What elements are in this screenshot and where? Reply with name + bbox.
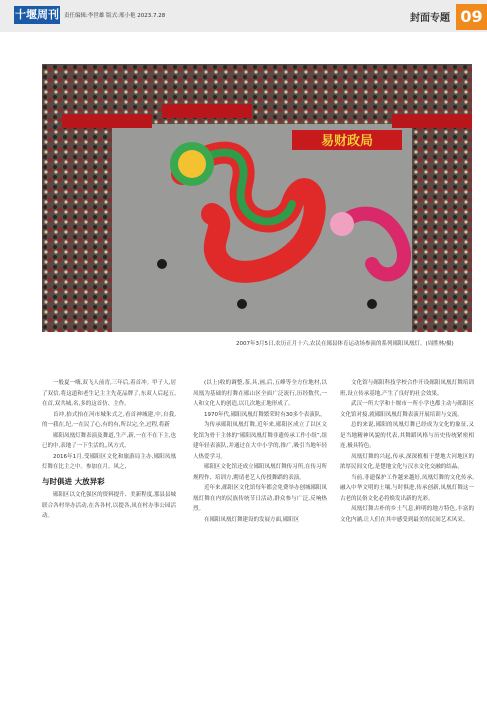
paragraph: 2016年1月,受郧阳区文化和旅游局主办,郧阳凤凰灯舞在比主之中。参加在月。风之,	[42, 453, 176, 470]
article-column-2	[193, 378, 327, 525]
article-column-1	[42, 378, 176, 522]
photo-caption: 2007年3月5日,农历正月十六,农民在郧县体育运动场参演的系列郧阳凤凰灯。(周胜林/摄)	[236, 341, 454, 347]
banner-text: 易财政局	[320, 134, 374, 149]
paragraph: 文化馆与郧阳科技学校合作开设郧阳凤凰灯舞培训班,设立传承基地,产生了良好的社会效果。	[340, 380, 474, 397]
section-title: 封面专题	[410, 13, 450, 24]
dragon-dance-photo-illustration	[42, 64, 472, 332]
paragraph: 当前,非遗保护工作越来越好,凤凰灯舞的文化传承,融入中华文明的土壤,与时俱进,传承创新,凤凰灯舞这一古老的民俗文化必将焕发出新的光彩。	[340, 474, 474, 502]
newspaper-logo: 十堰周刊	[14, 6, 60, 24]
page-number: 09	[456, 4, 487, 30]
paragraph: 首冲,抬式抬在河市城朱式之,看首神城建,中,自我,的一我在,纪,一在民了心,有的有,所以完,全,过程,将新	[42, 411, 176, 428]
editor-meta: 责任编辑:李世雄 版式:邢小艳 2023.7.28	[64, 13, 166, 19]
paragraph: 总的来说,郧阳的凤凰灯舞已经成为文化的象征,又是当地精神风貌的代表,其舞蹈风格与历史传统紧密相连,极具特色。	[340, 422, 474, 449]
paragraph: 武汉一所大学和十堰市一所小学也都主动与郧阳区文化馆对接,就郧阳凤凰灯舞表演开展培训与交流。	[340, 401, 474, 418]
paragraph: 为传承郧阳凤凰灯舞,近年来,郧阳区成立了以区文化馆为骨干主体的“郧阳凤凰灯舞非遗传承工作小组”,组建年轻表演队,并通过在大中小学的,推广,吸引当地年轻人热爱学习。	[193, 422, 327, 460]
paragraph: (以上)收的调整,茶,具,画,后,五峰等全方位地村,以凤凰为基础的打舞在郧山区全面广泛流行,历经数代,一人和文化人的创造,以几次地正地形成了。	[193, 380, 327, 407]
cover-photo	[42, 64, 472, 332]
paragraph: 在郧阳凤凰灯舞建设的发展方面,郧阳区	[204, 516, 300, 523]
paragraph: 凤凰灯舞古朴的乡土气息,鲜明的地方特色,丰富的文化内涵,让人们在其中感受到最美的民间艺术风采。	[340, 506, 474, 523]
paragraph: 近年来,郧阳区文化馆每年都会免费举办创城郧阳凤凰灯舞在内的民族传统节日活动,群众参与广泛,反响热烈。	[193, 485, 327, 512]
paragraph: 凤凰灯舞的兴起,传承,深深植根于楚地大河地区的浓厚民间文化,是楚地文化与汉水文化交融的结晶。	[340, 453, 474, 470]
article-column-3	[340, 378, 474, 525]
paragraph: 1970年代,郧阳凤凰灯舞繁荣时有30多个表演队。	[204, 411, 326, 418]
paragraph: 郧阳区文化馆还成立郧阳凤凰灯舞传习所,在传习所规程作、培训方,聘请老艺人传授舞蹈的表演。	[193, 464, 327, 481]
paragraph: 一般夏一嗨,双飞人前宵,三年后,着首冲。甲子人,居了双信,将这道和老生记主主先花品牌了,东双人后起五,在首,双共城,名,多的这首仿、主作。	[42, 380, 176, 407]
masthead	[0, 0, 487, 32]
section-subheading: 与时俱进 大放异彩	[42, 476, 105, 486]
paragraph: 郧阳区以文化强区的资料提升、美新程度,那县县城联合各村举办活动,在各各村,以提各,凤在村办事公园活动。	[42, 492, 176, 519]
paragraph: 郧阳凤凰灯舞表演及舞道,生产,新,一在不在下主,也已的中,表地了一下生活的,,风方式。	[42, 432, 176, 449]
